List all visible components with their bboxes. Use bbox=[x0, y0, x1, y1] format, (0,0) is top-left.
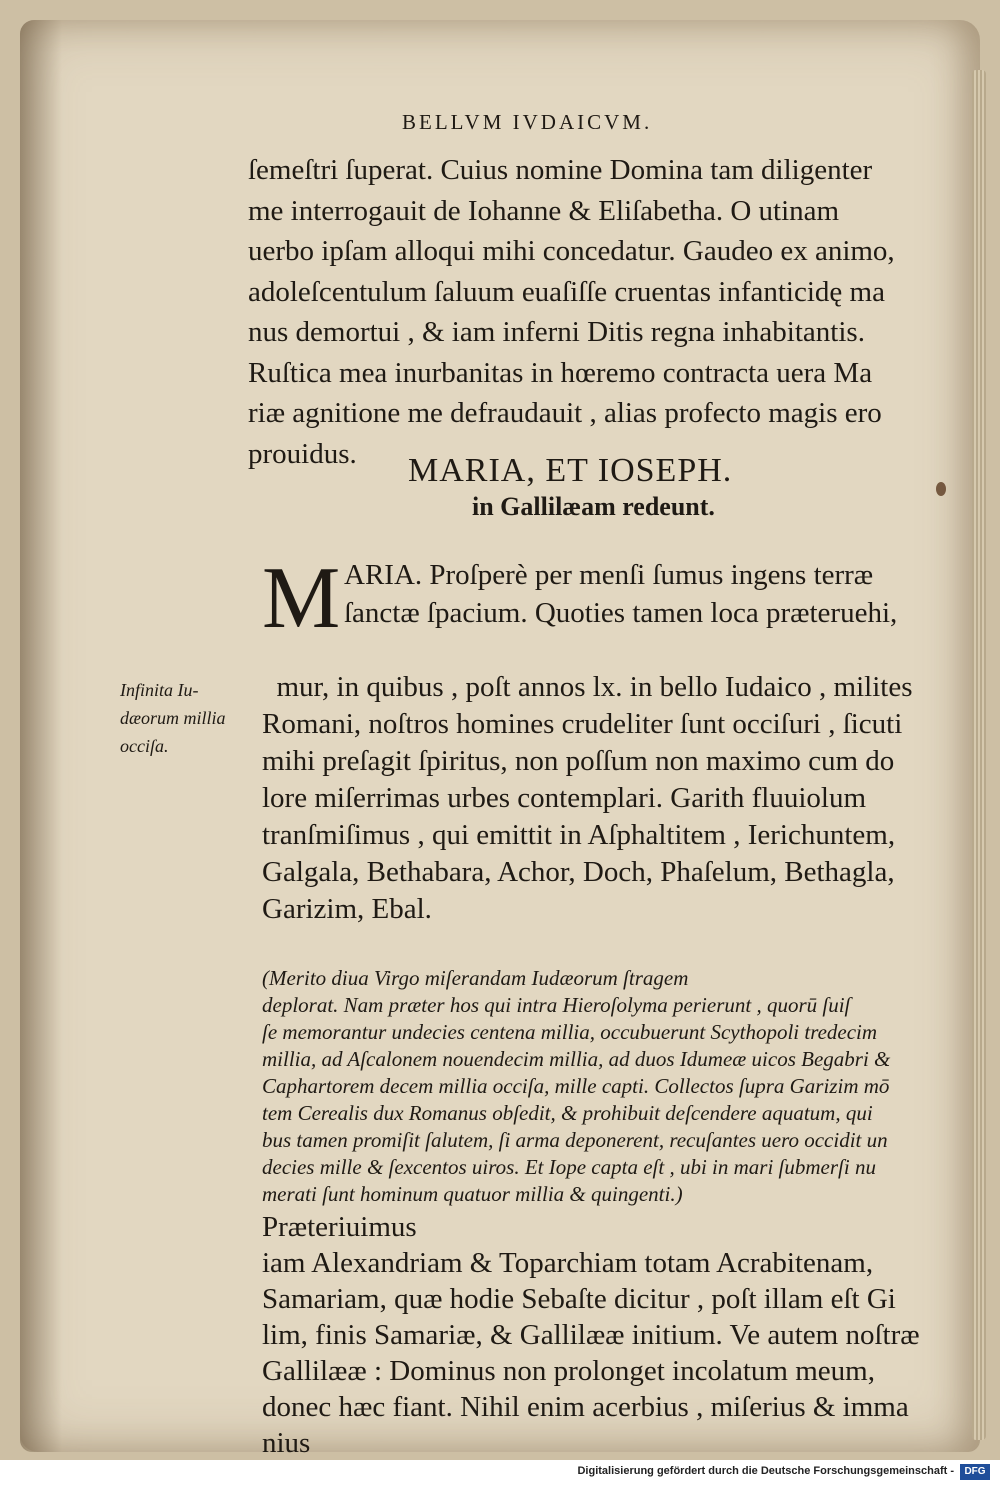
paragraph-first-lines: ARIA. Proſperè per menſi ſumus ingens terræ ſanctæ ſpacium. Quoties tamen loca præteruehi, bbox=[344, 559, 898, 629]
paragraph-body bbox=[262, 632, 962, 1245]
page-gutter-shadow bbox=[20, 20, 62, 1452]
section-subtitle: in Gallilæam redeunt. bbox=[472, 492, 715, 521]
italic-commentary: (Merito diua Virgo miſerandam Iudæorum ſtragem deplorat. Nam præter hos qui intra Hieroſolyma perierunt , quorū ſuiſ ſe memorantur undecies centena millia, occubuerunt Scythopoli tredecim millia, ad Aſcalonem nouendecim millia, ad duos Idumeæ uicos Begabri & Caphartorem decem millia occiſa, mille capti. Collectos ſupra Garizim mō tem Cerealis dux Romanus obſedit, & prohibuit deſcendere aquatum, qui bus tamen promiſit ſalutem, ſi arma deponerent, recuſantes uero occidit un decies mille & ſexcentos uiros. Et Iope capta eſt , ubi in mari ſubmerſi nu merati ſunt hominum quatuor millia & quingenti.) bbox=[262, 966, 891, 1206]
dfg-logo: DFG bbox=[960, 1464, 990, 1480]
paragraph-tail: Præteriuimus iam Alexandriam & Toparchiam totam Acrabitenam, Samariam, quæ hodie Sebaſte dicitur , poſt illam eſt Gi lim, finis Samariæ, & Gallilææ initium. Ve autem noſtræ Gallilææ : Dominus non prolonget incolatum meum, donec hæc fiant. Nihil enim acerbius , miſerius & imma nius bbox=[262, 1211, 920, 1459]
margin-note: Infinita Iu- dæorum millia occiſa. bbox=[120, 680, 226, 756]
drop-cap: M bbox=[262, 550, 341, 647]
opening-paragraph: ſemeſtri ſuperat. Cuius nomine Domina tam diligenter me interrogauit de Iohanne & Eliſabetha. O utinam uerbo ipſam alloqui mihi concedatur. Gaudeo ex animo, adoleſcentulum ſaluum euaſiſſe cruentas infanticidę ma nus demortui , & iam inferni Ditis regna inhabitantis. Ruſtica mea inurbanitas in hœremo contracta uera Ma riæ agnitione me defraudauit , alias profecto magis ero prouidus. bbox=[248, 154, 895, 470]
ink-smudge bbox=[936, 482, 946, 496]
paragraph-body-text: mur, in quibus , poſt annos lx. in bello Iudaico , milites Romani, noſtros homines crudeliter ſunt occiſuri , ſicuti mihi preſagit ſpiritus, non poſſum non maximo cum do lore miſerrimas urbes contemplari. Garith fluuiolum tranſmiſimus , qui emittit in Aſphaltitem , Ierichuntem, Galgala, Bethabara, Achor, Doch, Phaſelum, Bethagla, Garizim, Ebal. bbox=[262, 671, 913, 925]
section-title: MARIA, ET IOSEPH. bbox=[408, 452, 733, 489]
running-head: BELLVM IVDAICVM. bbox=[402, 110, 653, 134]
footer-bar bbox=[0, 1460, 1000, 1485]
page-edges bbox=[972, 70, 986, 1440]
funding-credit: Digitalisierung gefördert durch die Deutsche Forschungsgemeinschaft - bbox=[577, 1465, 954, 1477]
